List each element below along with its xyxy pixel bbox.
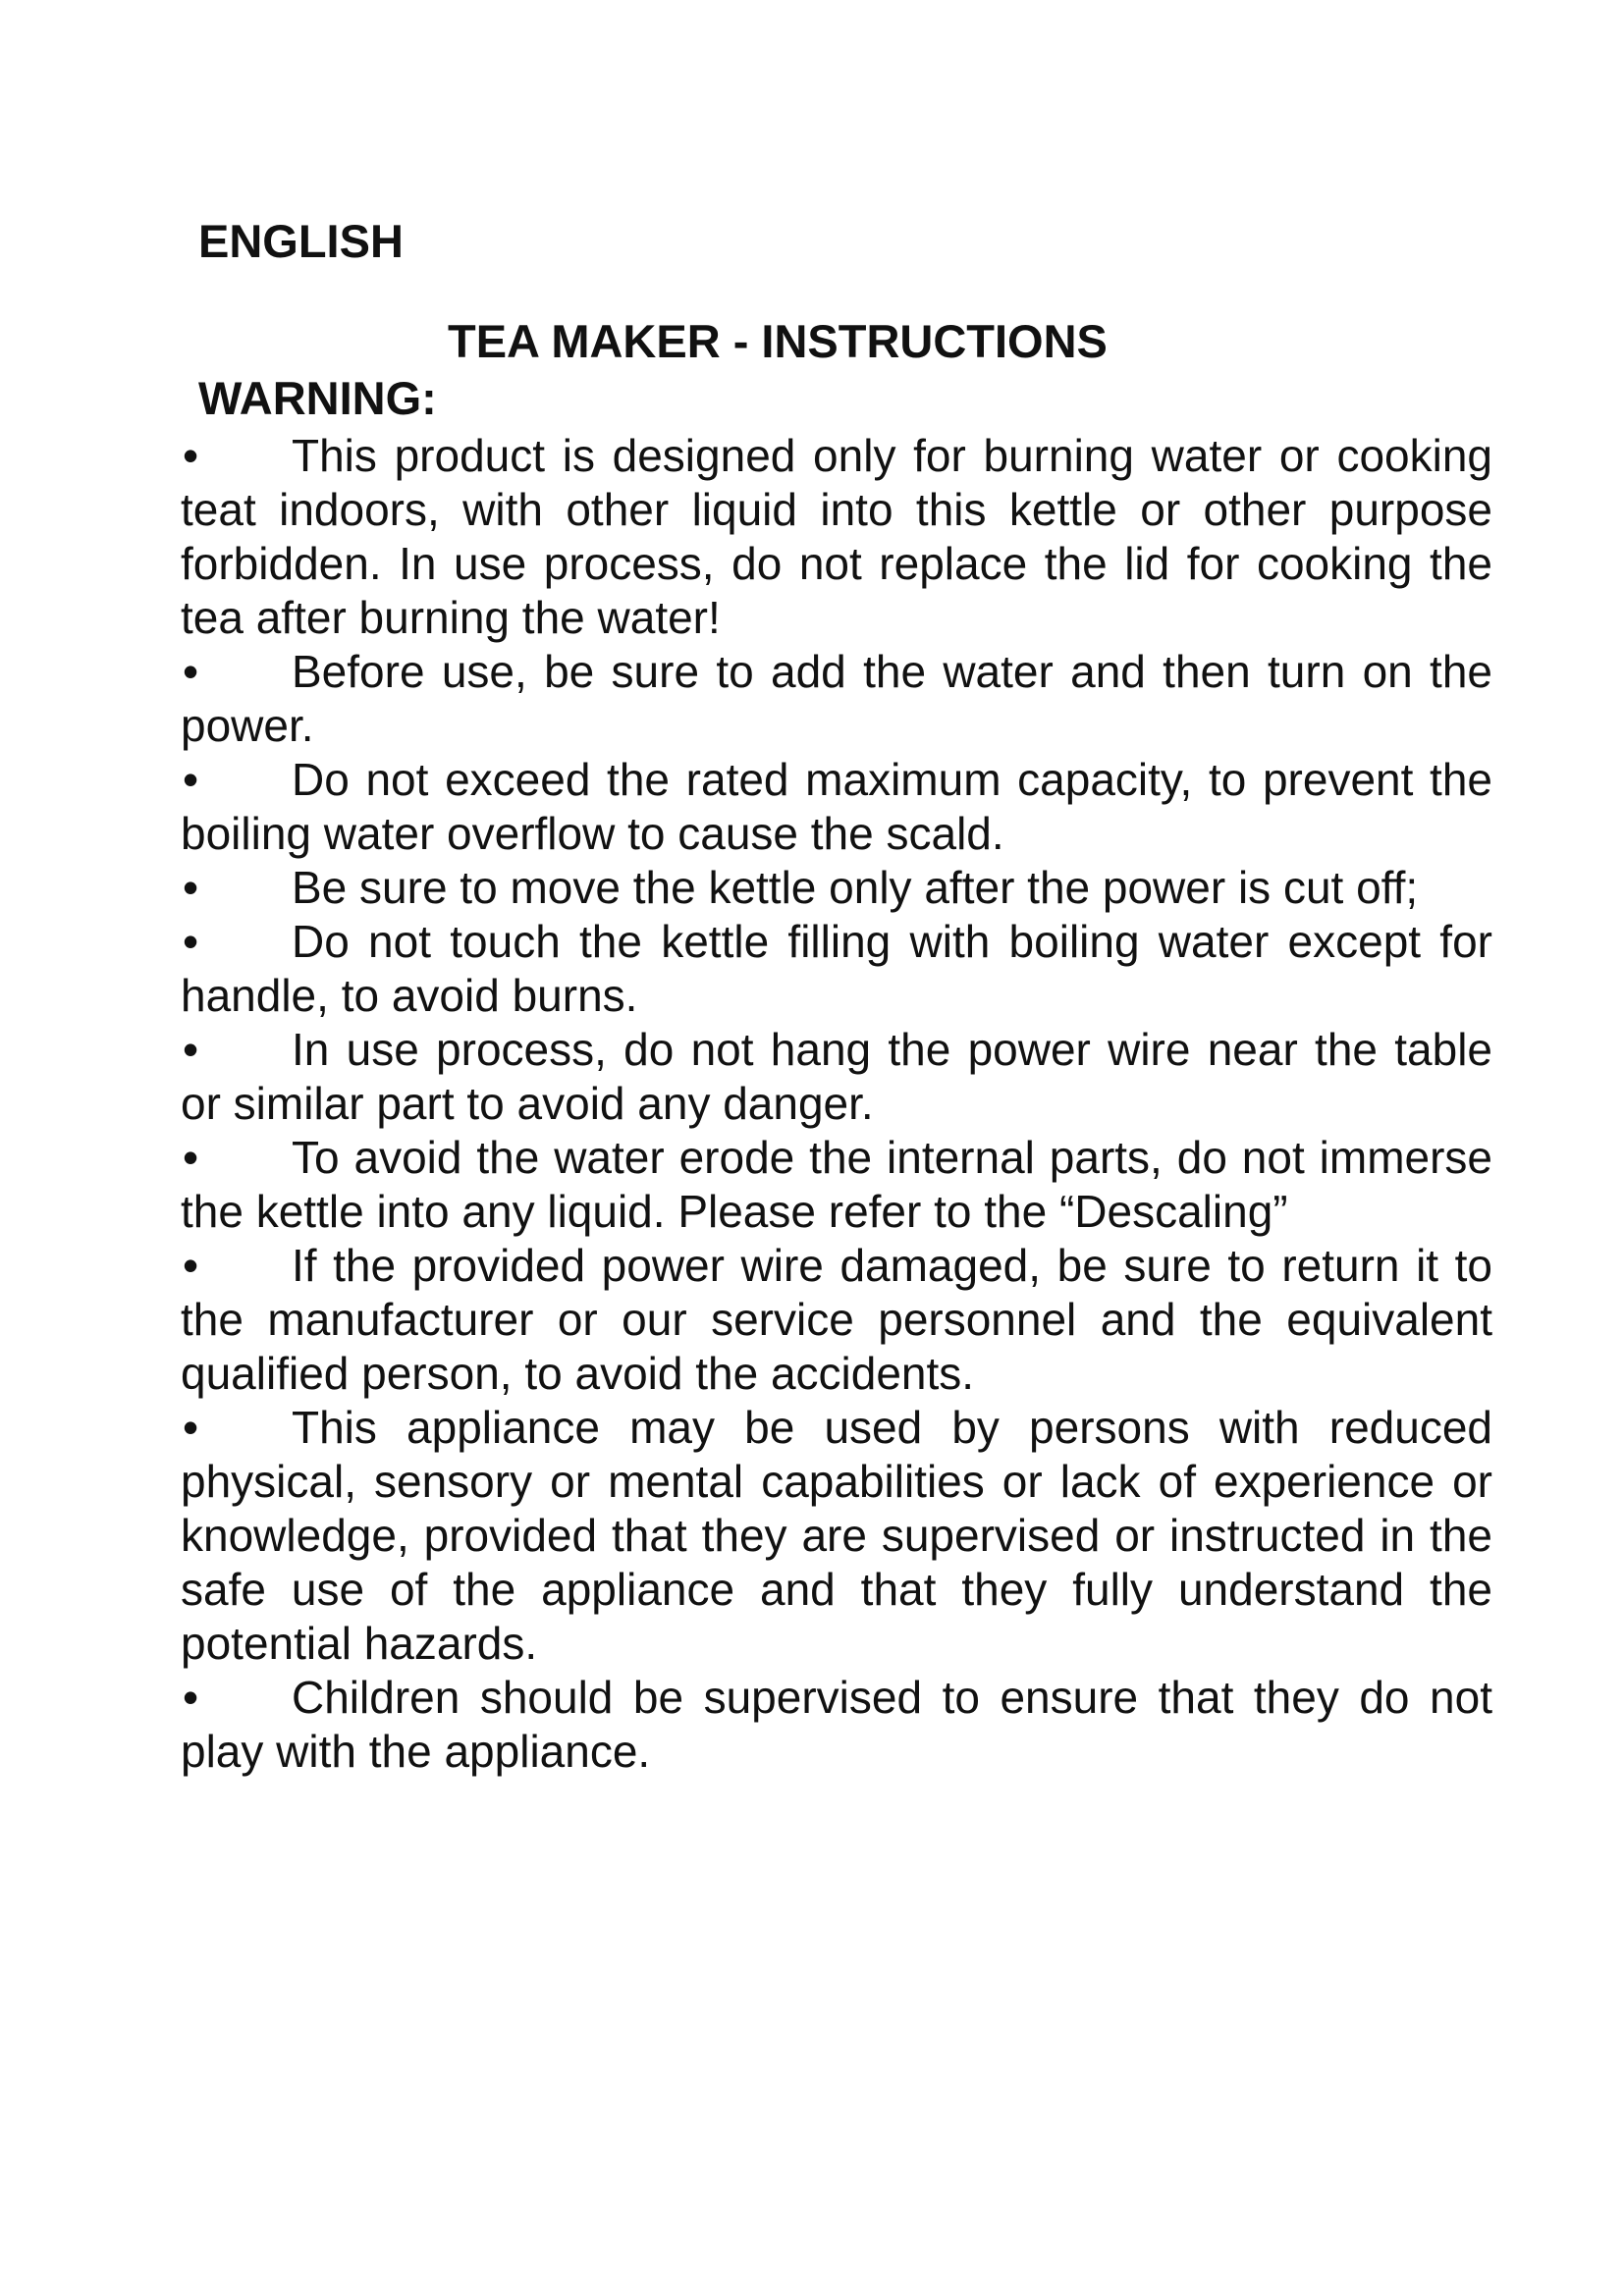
warning-item [181, 429, 1492, 645]
bullet-icon: • [183, 646, 199, 697]
warning-item [181, 645, 1492, 753]
warning-text: In use process, do not hang the power wire near the table or similar part to avoid any danger. [181, 1024, 1492, 1129]
warning-text: Do not exceed the rated maximum capacity, to prevent the boiling water overflow to cause the scald. [181, 754, 1492, 859]
page-title: TEA MAKER - INSTRUCTIONS [448, 315, 1108, 367]
bullet-icon: • [183, 1024, 199, 1075]
warning-heading: WARNING: [198, 372, 437, 424]
bullet-icon: • [183, 1402, 199, 1453]
bullet-icon: • [183, 862, 199, 913]
warning-text: Before use, be sure to add the water and then turn on the power. [181, 646, 1492, 751]
warning-item [181, 1131, 1492, 1239]
warning-list [181, 429, 1492, 1779]
bullet-icon: • [183, 916, 199, 967]
bullet-icon: • [183, 1240, 199, 1291]
bullet-icon: • [183, 1132, 199, 1183]
warning-item [181, 1023, 1492, 1131]
warning-text: Be sure to move the kettle only after the power is cut off; [292, 862, 1419, 913]
warning-text: Do not touch the kettle filling with boiling water except for handle, to avoid burns. [181, 916, 1492, 1021]
bullet-icon: • [183, 754, 199, 805]
warning-text: Children should be supervised to ensure that they do not play with the appliance. [181, 1672, 1492, 1777]
language-label: ENGLISH [198, 215, 404, 267]
warning-text: If the provided power wire damaged, be sure to return it to the manufacturer or our service personnel and the equivalent qualified person, to avoid the accidents. [181, 1240, 1492, 1399]
warning-item [181, 861, 1492, 915]
warning-text: This appliance may be used by persons with reduced physical, sensory or mental capabilities or lack of experience or knowledge, provided that they are supervised or instructed in the safe use of the appliance and that they fully understand the potential hazards. [181, 1402, 1492, 1669]
bullet-icon: • [183, 1672, 199, 1723]
warning-text: To avoid the water erode the internal parts, do not immerse the kettle into any liquid. Please refer to the “Descaling” [181, 1132, 1492, 1237]
bullet-icon: • [183, 430, 199, 481]
warning-item [181, 1239, 1492, 1401]
warning-text: This product is designed only for burning water or cooking teat indoors, with other liquid into this kettle or other purpose forbidden. In use process, do not replace the lid for cooking the tea after burning the water! [181, 430, 1492, 643]
warning-item [181, 1401, 1492, 1671]
warning-item [181, 1671, 1492, 1779]
warning-item [181, 753, 1492, 861]
warning-item [181, 915, 1492, 1023]
